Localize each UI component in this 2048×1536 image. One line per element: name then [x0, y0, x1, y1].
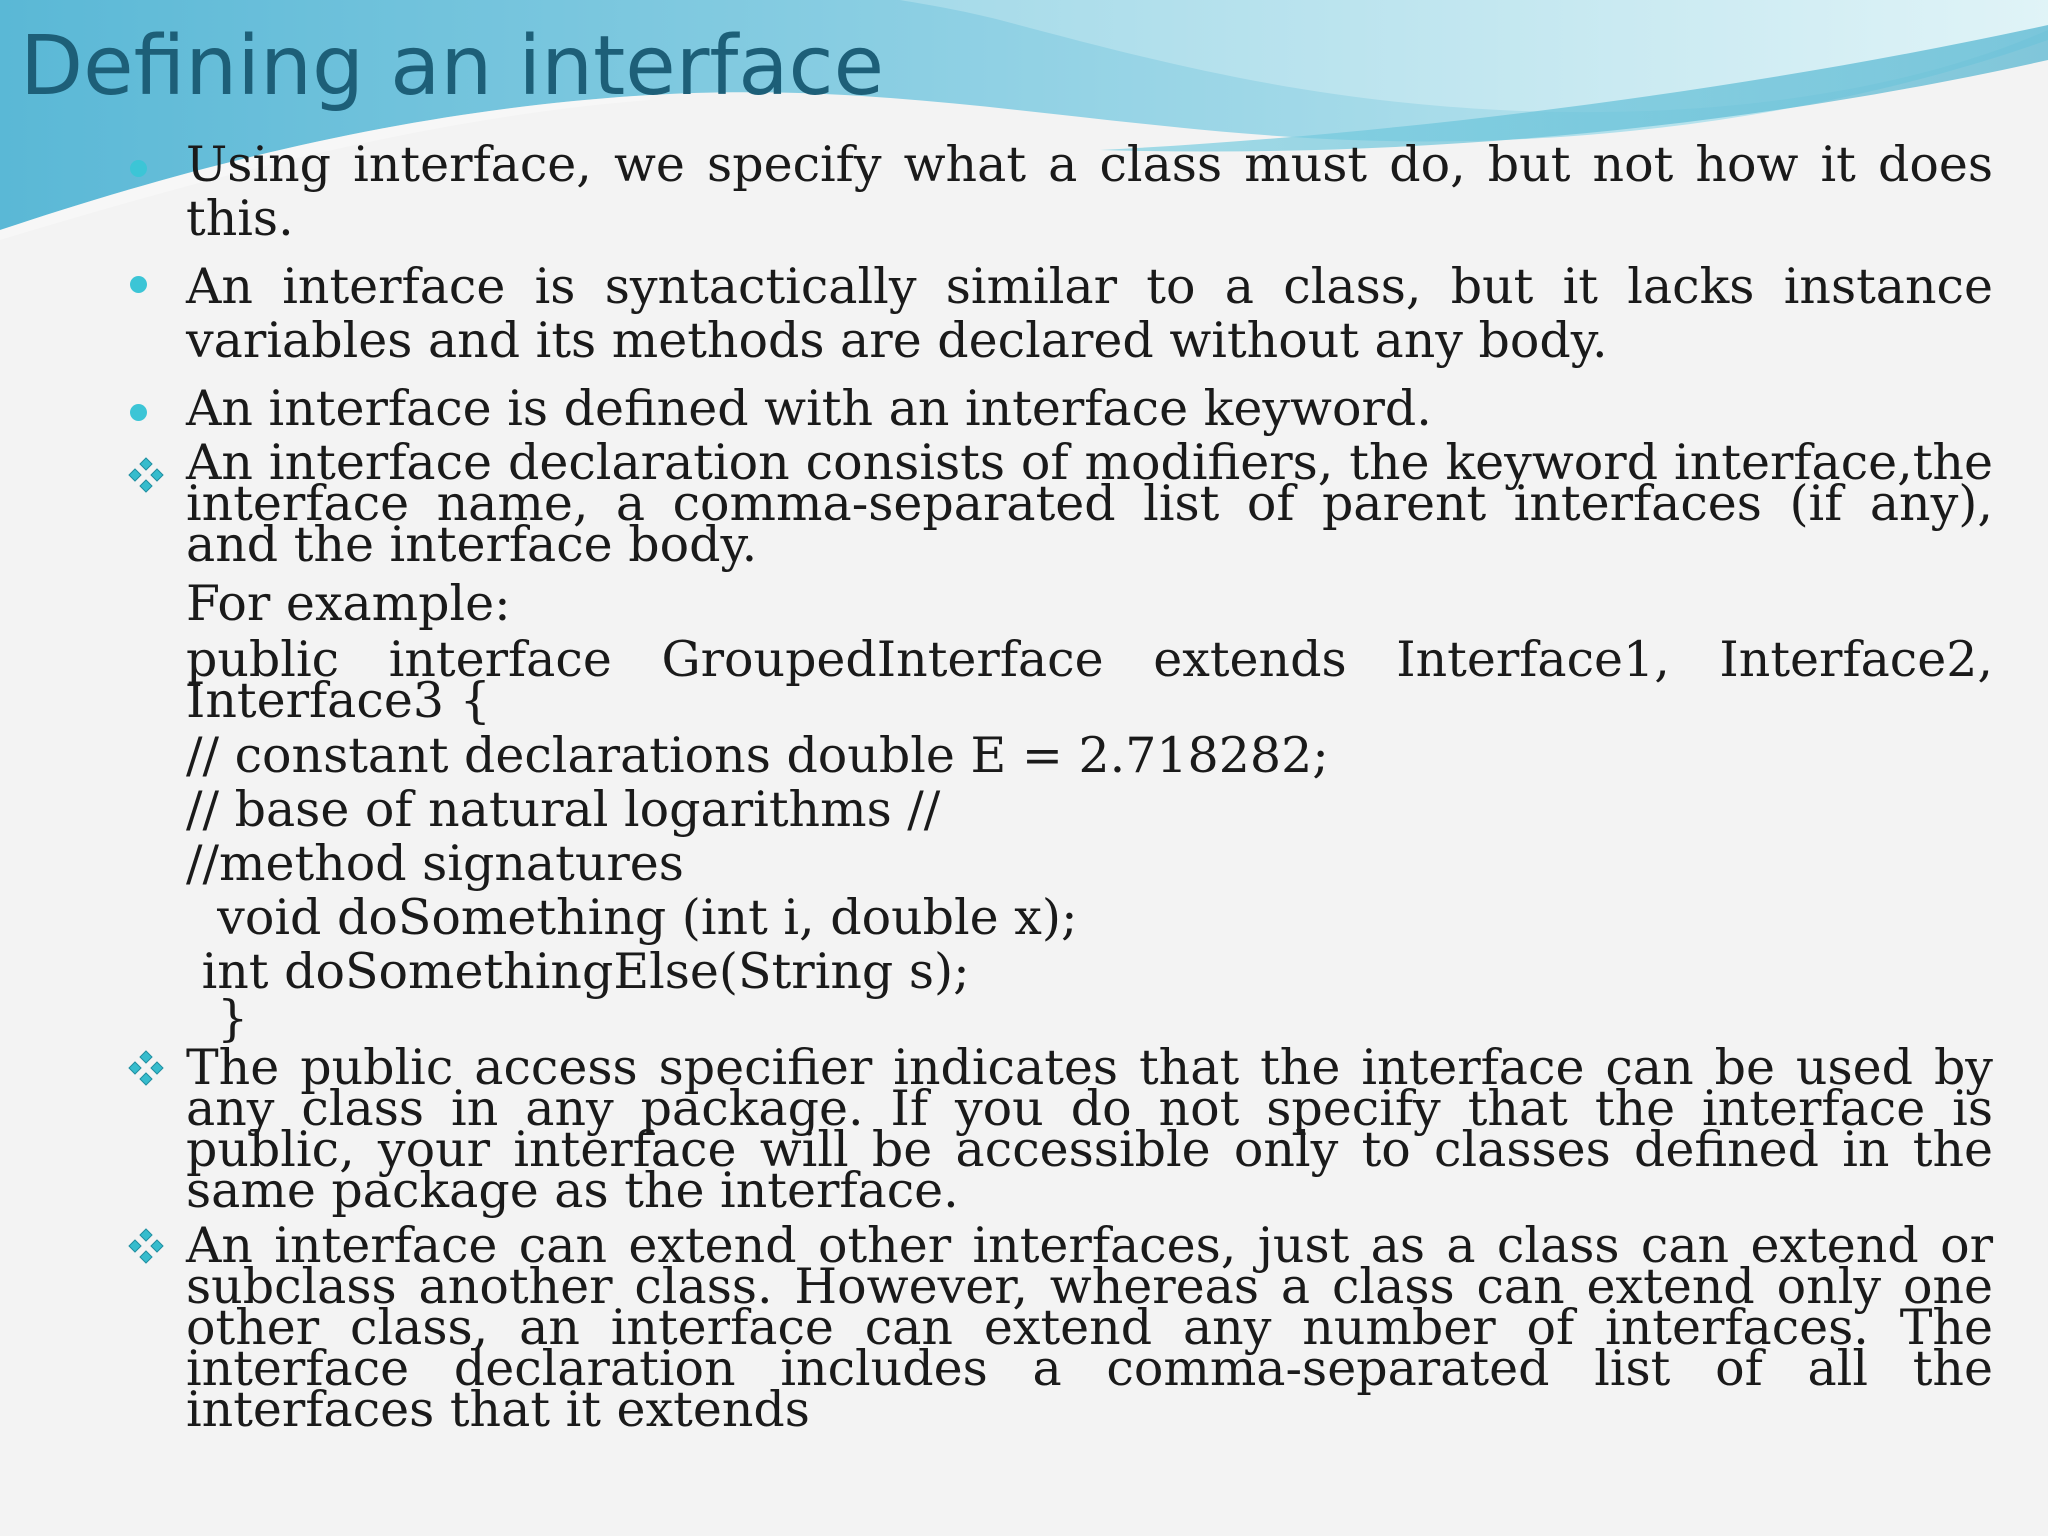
- code-line: // constant declarations double E = 2.718282;: [186, 727, 1329, 784]
- bullet-item: [125, 434, 1993, 573]
- four-diamond-bullet-icon: [125, 454, 167, 496]
- code-line: //method signatures: [186, 835, 684, 892]
- bullet-text: The public access specifier indicates that the interface can be used by any class in any package. If you do not specify that the interface is public, your interface will be accessible only to classes defined in the same package as the interface.: [186, 1039, 1993, 1219]
- page-title: Defining an interface: [20, 19, 885, 114]
- example-intro: For example:: [186, 575, 511, 632]
- bullet-item: [125, 138, 1993, 246]
- code-line: int doSomethingElse(String s);: [186, 943, 970, 1000]
- bullet-item: [125, 1039, 1993, 1219]
- code-line: void doSomething (int i, double x);: [186, 889, 1078, 946]
- bullet-text: An interface is syntactically similar to a class, but it lacks instance variables and its methods are declared without any body.: [186, 258, 1993, 369]
- code-declaration: public interface GroupedInterface extends Interface1, Interface2, Interface3 {: [186, 631, 1993, 729]
- bullet-item: [125, 382, 1993, 436]
- code-line: }: [186, 990, 249, 1047]
- four-diamond-bullet-icon: [125, 1047, 167, 1089]
- round-bullet-icon: [130, 276, 147, 293]
- code-line: // base of natural logarithms //: [186, 781, 941, 838]
- bullet-text: An interface declaration consists of modifiers, the keyword interface,the interface name, a comma-separated list of parent interfaces (if any), and the interface body.: [186, 434, 1993, 573]
- bullet-text: An interface can extend other interfaces, just as a class can extend or subclass another class. However, whereas a class can extend only one other class, an interface can extend any number of interfaces. The interface declaration includes a comma-separated list of all the interfaces that it extends: [186, 1217, 1993, 1438]
- round-bullet-icon: [130, 404, 147, 421]
- four-diamond-bullet-icon: [125, 1225, 167, 1267]
- bullet-item: [125, 260, 1993, 368]
- round-bullet-icon: [130, 160, 147, 177]
- bullet-item: [125, 1217, 1993, 1438]
- code-example: [125, 575, 1993, 1047]
- bullet-text: Using interface, we specify what a class must do, but not how it does this.: [186, 136, 1993, 247]
- bullet-text: An interface is defined with an interface keyword.: [186, 380, 1432, 437]
- slide-body: [125, 136, 1993, 1438]
